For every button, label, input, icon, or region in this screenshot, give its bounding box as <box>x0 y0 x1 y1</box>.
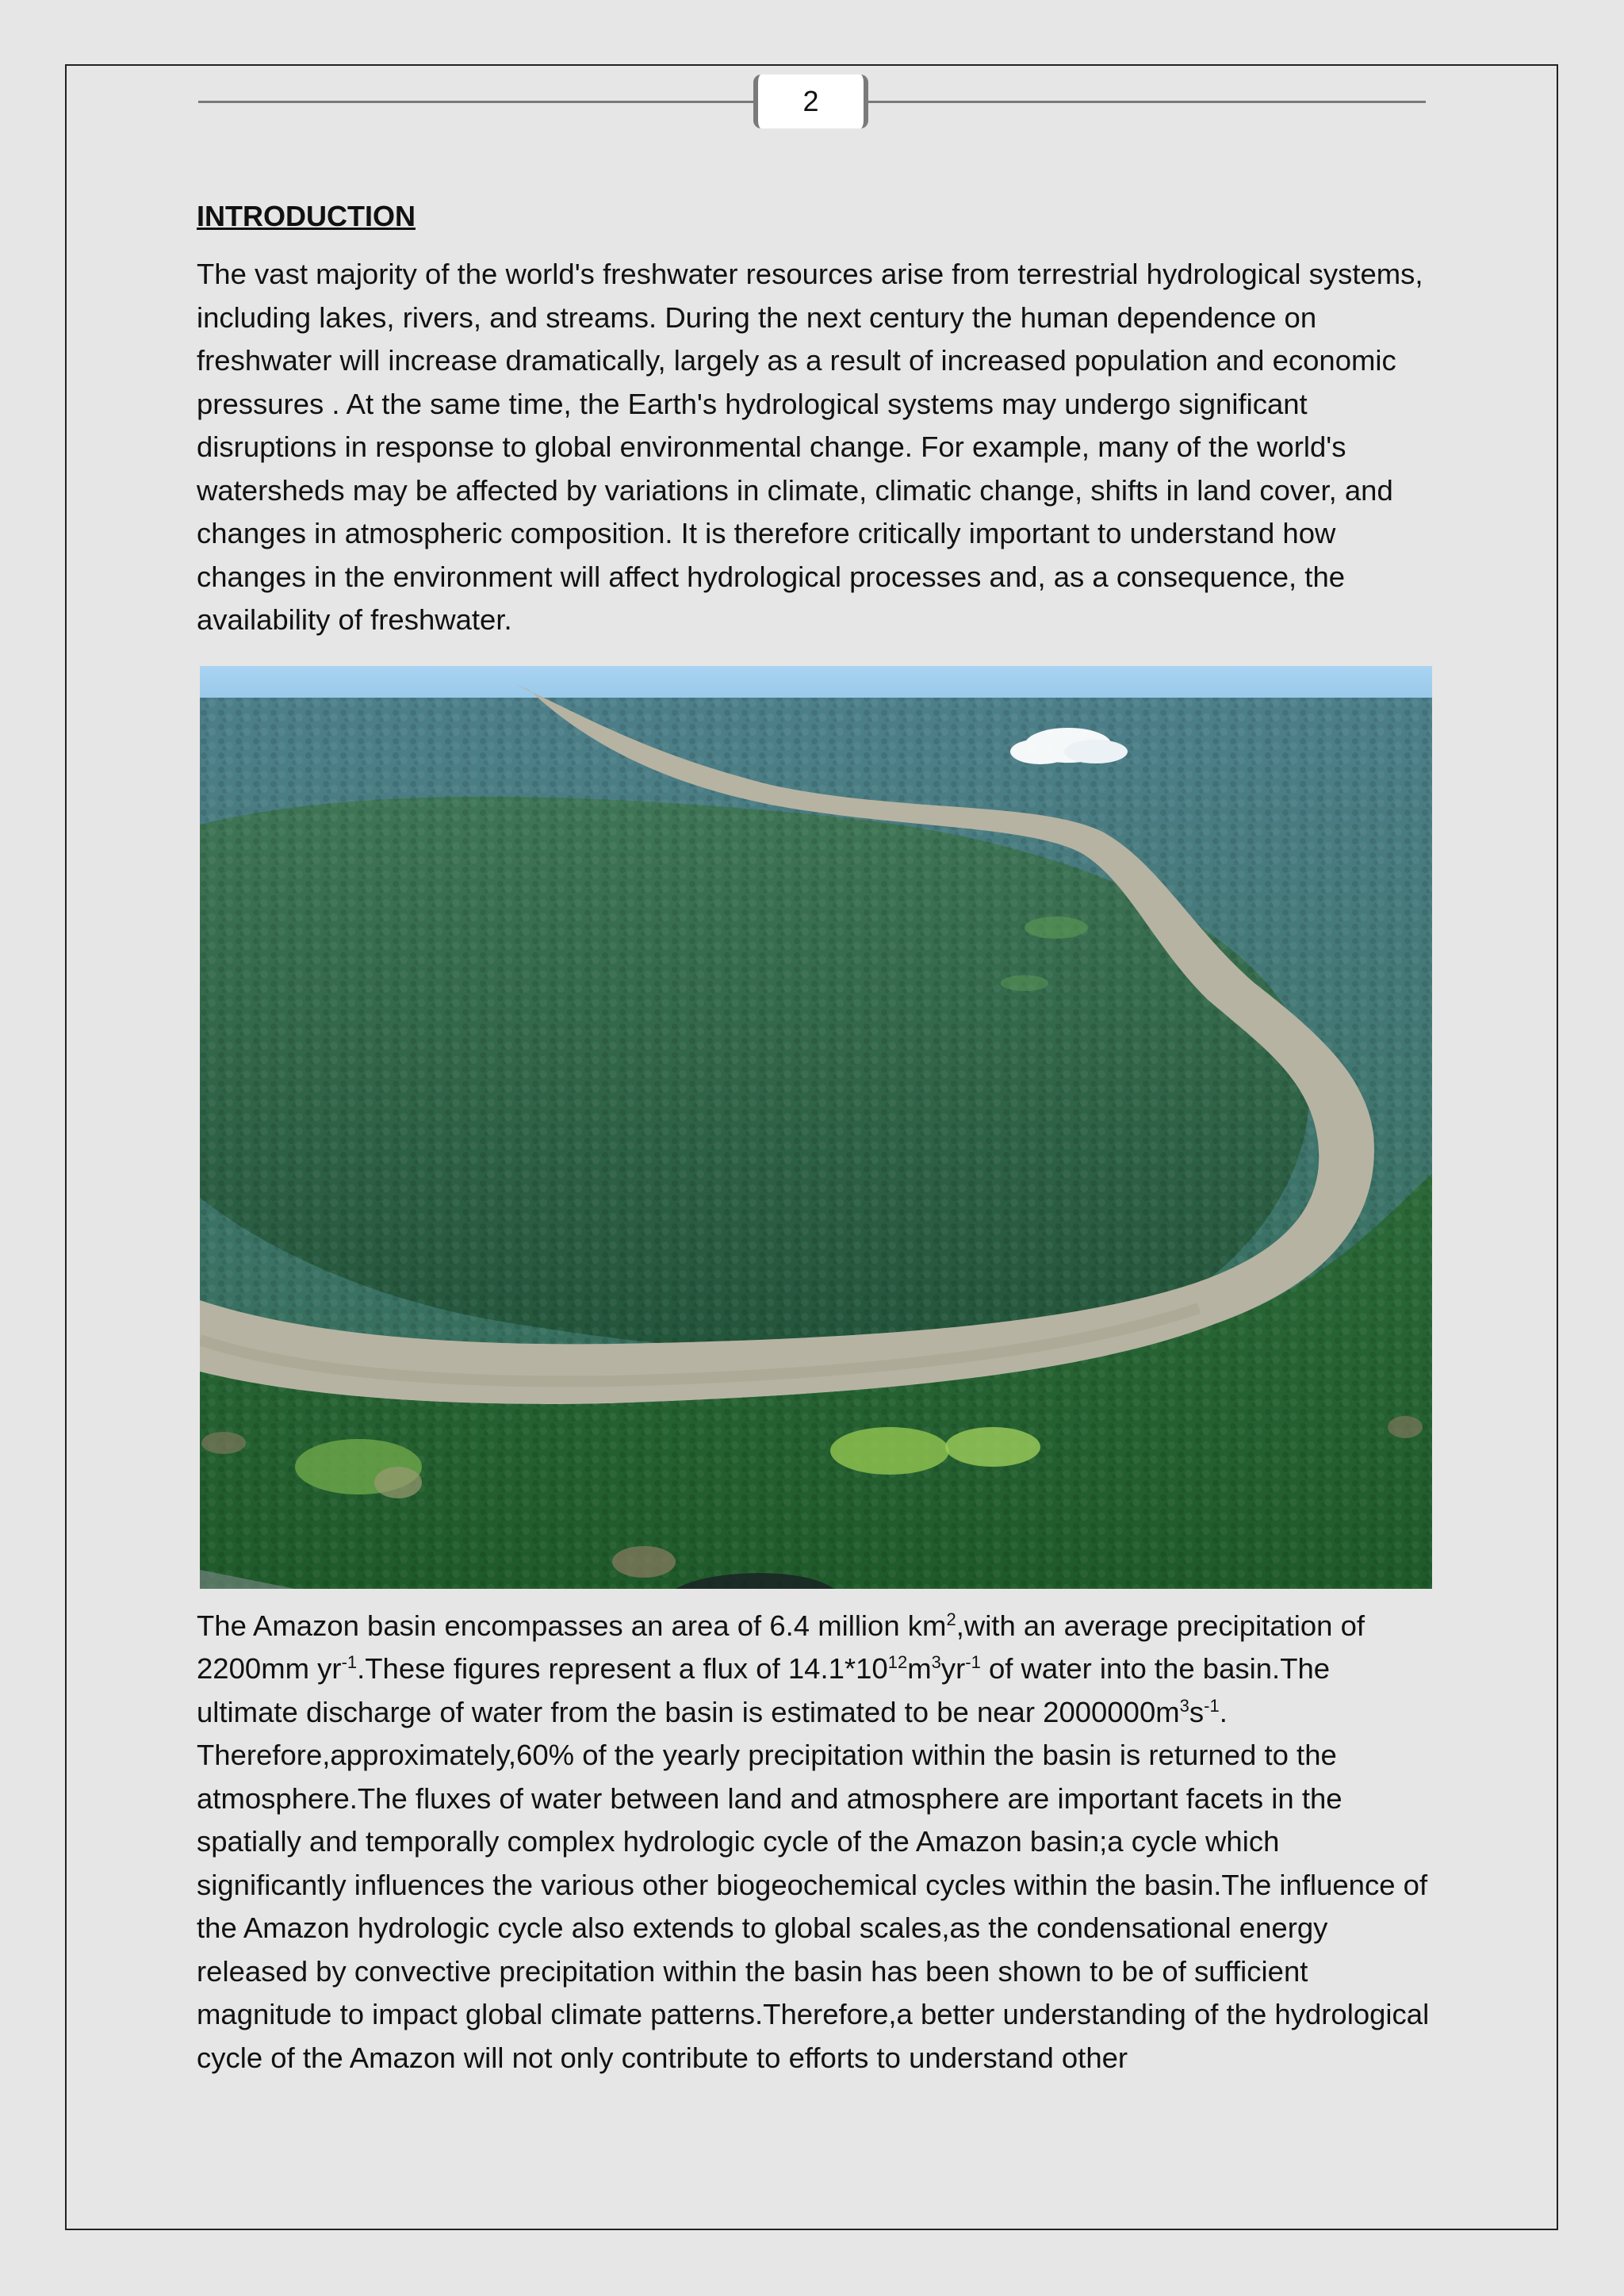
header-rule-left <box>198 101 753 103</box>
page-number: 2 <box>753 75 868 128</box>
header-rule-right <box>868 101 1426 103</box>
amazon-river-photo <box>200 666 1432 1589</box>
amazon-paragraph: The Amazon basin encompasses an area of 6.4 million $km^2,with$ an average precipitation of 2200mm $yr^{-1}.These$ figures represent a flux of $14.1*10^{12}m^3yr^{-1}$ of water into the basin.The ultimate discharge of water from the basin is estimated to be near $2000000m^3s^{-1}$. Therefore,approximately,60% of the yearly precipitation within the basin is returned to the atmosphere.The fluxes of water between land and atmosphere are important facets in the spatially and temporally complex hydrologic cycle of the Amazon basin;a cycle which significantly influences the various other biogeochemical cycles within the basin.The influence of the Amazon hydrologic cycle also extends to global scales,as the condensational energy released by convective precipitation within the basin has been shown to be of sufficient magnitude to impact global climate patterns.Therefore,a better understanding of the hydrological cycle of the Amazon will not only contribute to efforts to understand other <box>197 1609 1430 2074</box>
intro-paragraph: The vast majority of the world's freshwater resources arise from terrestrial hydrological systems, including lakes, rivers, and streams. During the next century the human dependence on freshwater will increase dramatically, largely as a result of increased population and economic pressures . At the same time, the Earth's hydrological systems may undergo significant disruptions in response to global environmental change. For example, many of the world's watersheds may be affected by variations in climate, climatic change, shifts in land cover, and changes in atmospheric composition. It is therefore critically important to understand how changes in the environment will affect hydrological processes and, as a consequence, the availability of freshwater. <box>197 258 1423 636</box>
document-body <box>197 194 1434 2080</box>
section-heading: INTRODUCTION <box>197 200 416 232</box>
